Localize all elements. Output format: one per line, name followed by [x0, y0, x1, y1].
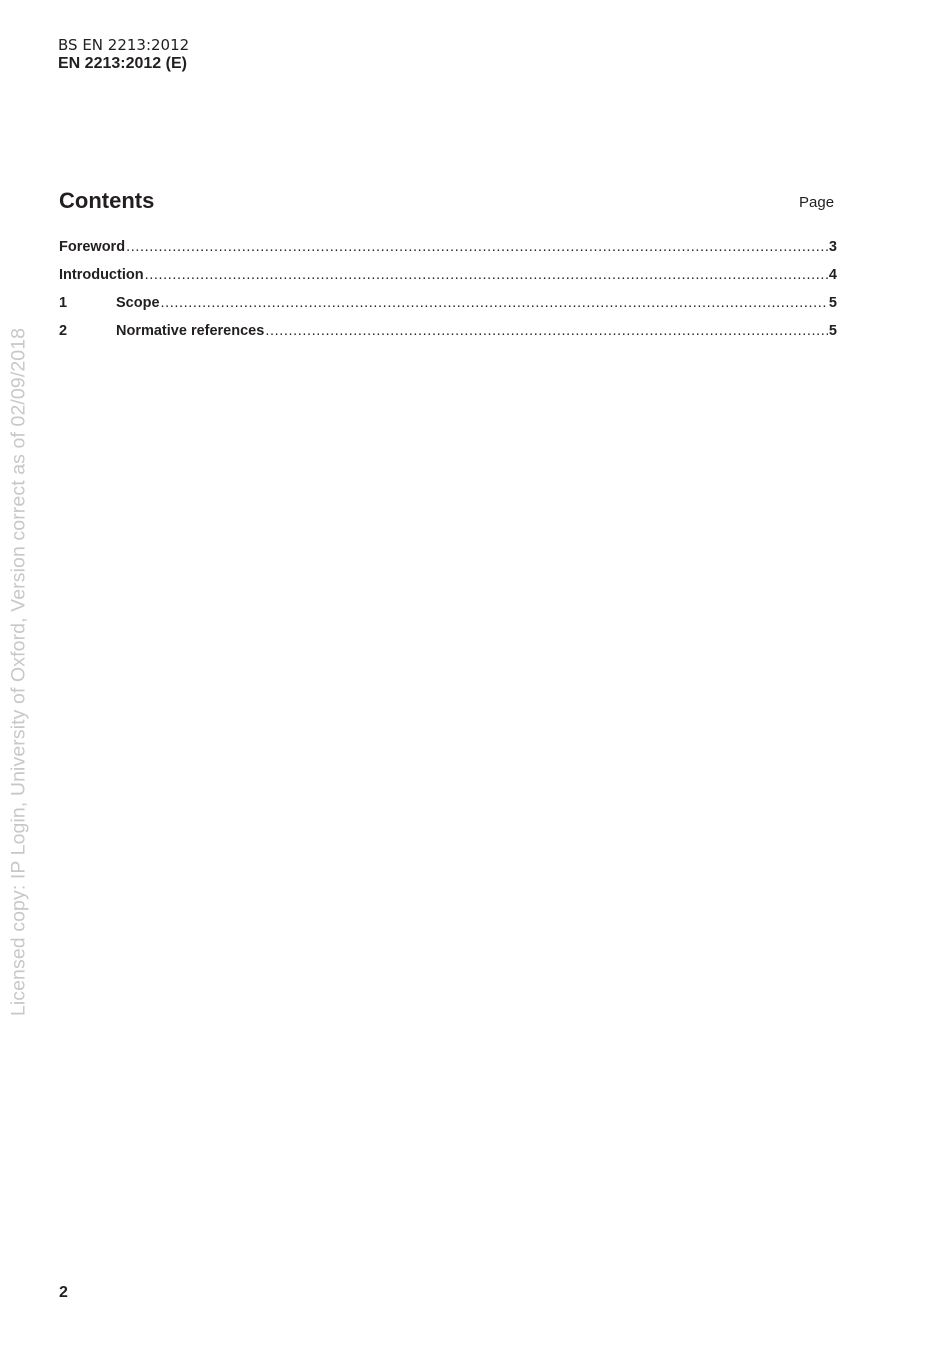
toc-entry-page: 4 [828, 267, 837, 283]
toc-leader-dots [145, 266, 828, 284]
page-column-label: Page [799, 194, 835, 211]
toc-entry-title: Introduction [59, 267, 144, 283]
standard-designation-english: EN 2213:2012 (E) [58, 55, 187, 72]
table-of-contents [59, 238, 837, 350]
toc-leader-dots [126, 238, 828, 256]
toc-entry-title: Foreword [59, 239, 126, 255]
toc-entry-title: Normative references [116, 323, 265, 339]
standard-designation: BS EN 2213:2012 [58, 36, 190, 54]
toc-entry-introduction[interactable] [59, 266, 837, 294]
toc-entry-page: 5 [828, 295, 837, 311]
toc-entry-foreword[interactable] [59, 238, 837, 266]
contents-heading: Contents [59, 188, 155, 213]
toc-entry-scope[interactable] [59, 294, 837, 322]
page-number: 2 [59, 1284, 68, 1301]
toc-entry-title: Scope [116, 295, 160, 311]
toc-entry-page: 3 [828, 239, 837, 255]
license-watermark: Licensed copy: IP Login, University of Oxford, Version correct as of 02/09/2018 [7, 327, 30, 1017]
toc-entry-number: 1 [59, 295, 68, 311]
document-header [58, 36, 189, 74]
toc-entry-page: 5 [828, 323, 837, 339]
toc-entry-number: 2 [59, 323, 68, 339]
toc-entry-normative-references[interactable] [59, 322, 837, 350]
toc-leader-dots [265, 322, 828, 340]
toc-leader-dots [161, 294, 828, 312]
